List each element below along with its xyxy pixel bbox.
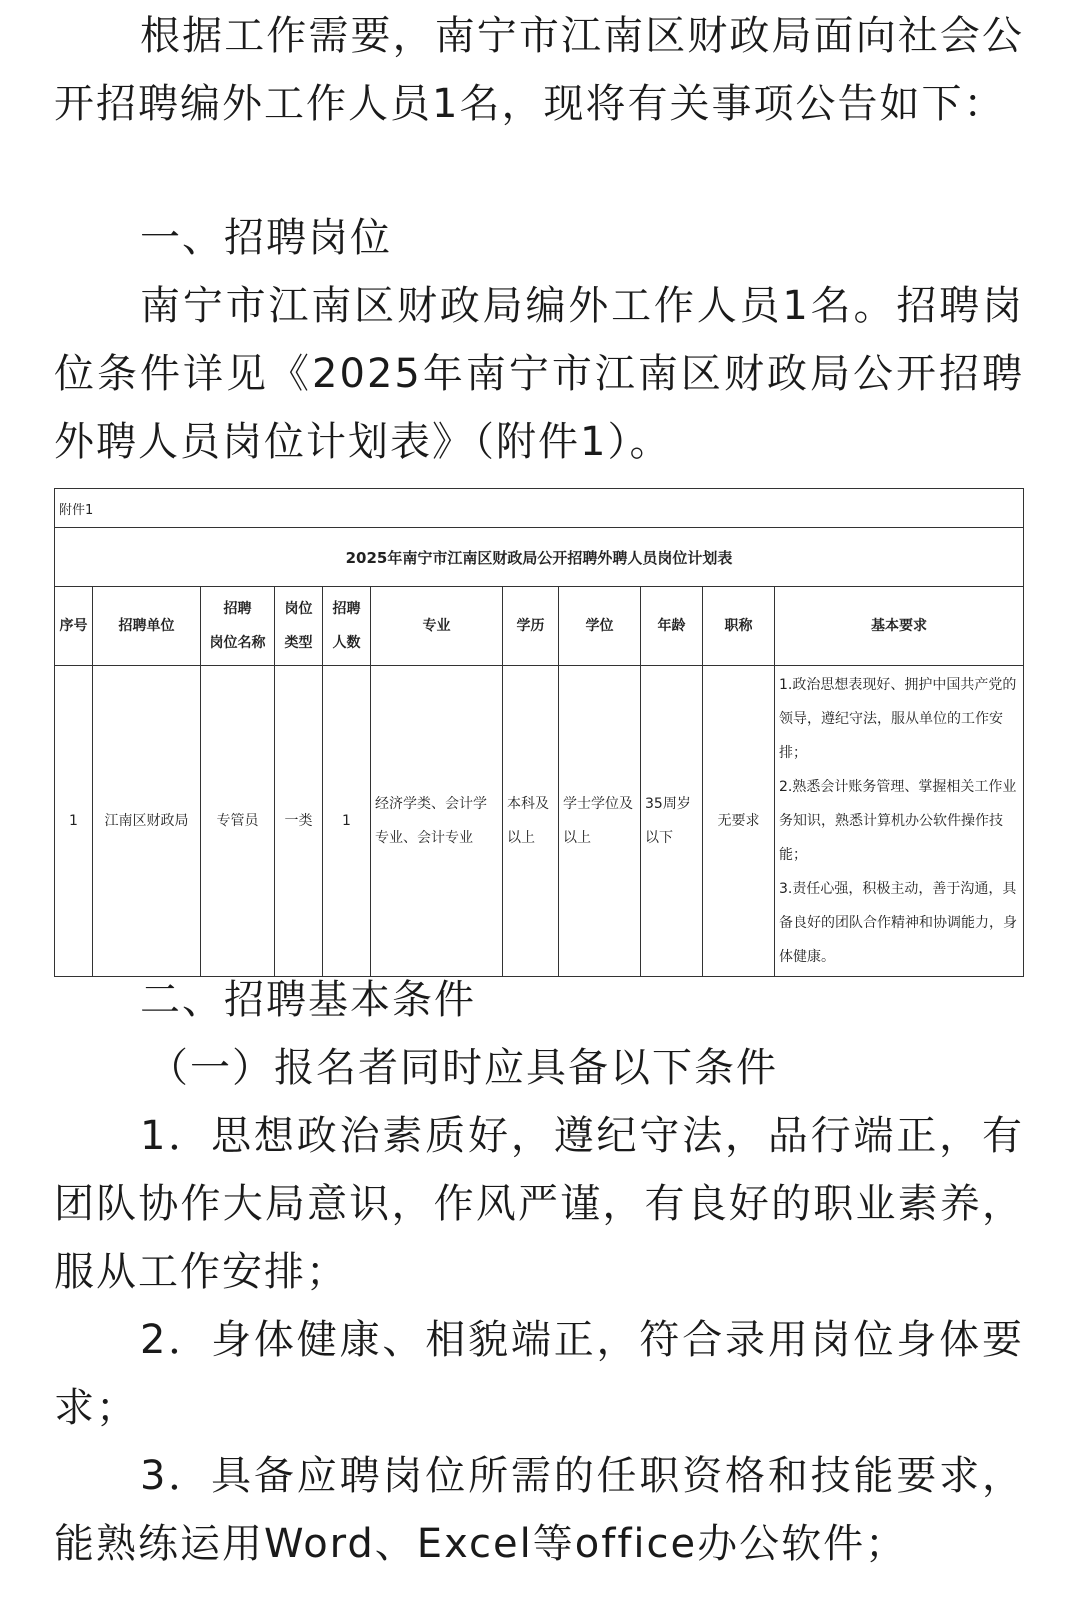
header-education: 学历 (503, 587, 559, 666)
section2-subheading: （一）报名者同时应具备以下条件 (148, 1045, 778, 1091)
header-major: 专业 (371, 587, 503, 666)
table-row (55, 666, 1024, 977)
header-title: 职称 (703, 587, 775, 666)
recruitment-plan-table (54, 488, 1024, 977)
section2-heading: 二、招聘基本条件 (140, 977, 476, 1023)
table-title: 2025年南宁市江南区财政局公开招聘外聘人员岗位计划表 (55, 528, 1024, 587)
cell-seq: 1 (55, 666, 93, 977)
cell-degree: 学士学位及以上 (559, 666, 641, 977)
table-header-row (55, 587, 1024, 666)
requirement-item: 3.责任心强，积极主动，善于沟通，具备良好的团队合作精神和协调能力，身体健康。 (779, 881, 1017, 965)
cell-major: 经济学类、会计学专业、会计专业 (371, 666, 503, 977)
cell-unit: 江南区财政局 (93, 666, 201, 977)
header-seq: 序号 (55, 587, 93, 666)
cell-requirements (775, 666, 1024, 977)
header-requirements: 基本要求 (775, 587, 1024, 666)
header-degree: 学位 (559, 587, 641, 666)
attachment-label: 附件1 (55, 489, 1024, 528)
cell-education: 本科及以上 (503, 666, 559, 977)
header-unit: 招聘单位 (93, 587, 201, 666)
requirement-item: 2.熟悉会计账务管理、掌握相关工作业务知识，熟悉计算机办公软件操作技能； (779, 779, 1017, 863)
cell-count: 1 (323, 666, 371, 977)
requirement-item: 1.政治思想表现好、拥护中国共产党的领导，遵纪守法，服从单位的工作安排； (779, 677, 1017, 761)
header-count: 招聘 人数 (323, 587, 371, 666)
cell-age: 35周岁以下 (641, 666, 703, 977)
section1-heading: 一、招聘岗位 (140, 215, 392, 261)
header-post-type: 岗位 类型 (275, 587, 323, 666)
condition-item-1: 1．思想政治素质好，遵纪守法，品行端正，有团队协作大局意识，作风严谨，有良好的职业素养，服从工作安排； (54, 1113, 1024, 1295)
intro-paragraph: 根据工作需要，南宁市江南区财政局面向社会公开招聘编外工作人员1名，现将有关事项公告如下： (54, 13, 1024, 127)
condition-item-3: 3．具备应聘岗位所需的任职资格和技能要求，能熟练运用Word、Excel等office办公软件； (54, 1453, 1024, 1567)
cell-post-type: 一类 (275, 666, 323, 977)
section1-body: 南宁市江南区财政局编外工作人员1名。招聘岗位条件详见《2025年南宁市江南区财政局公开招聘外聘人员岗位计划表》（附件1）。 (54, 283, 1024, 465)
header-age: 年龄 (641, 587, 703, 666)
cell-post-name: 专管员 (201, 666, 275, 977)
cell-title: 无要求 (703, 666, 775, 977)
header-post-name: 招聘 岗位名称 (201, 587, 275, 666)
condition-item-2: 2．身体健康、相貌端正，符合录用岗位身体要求； (54, 1317, 1024, 1431)
